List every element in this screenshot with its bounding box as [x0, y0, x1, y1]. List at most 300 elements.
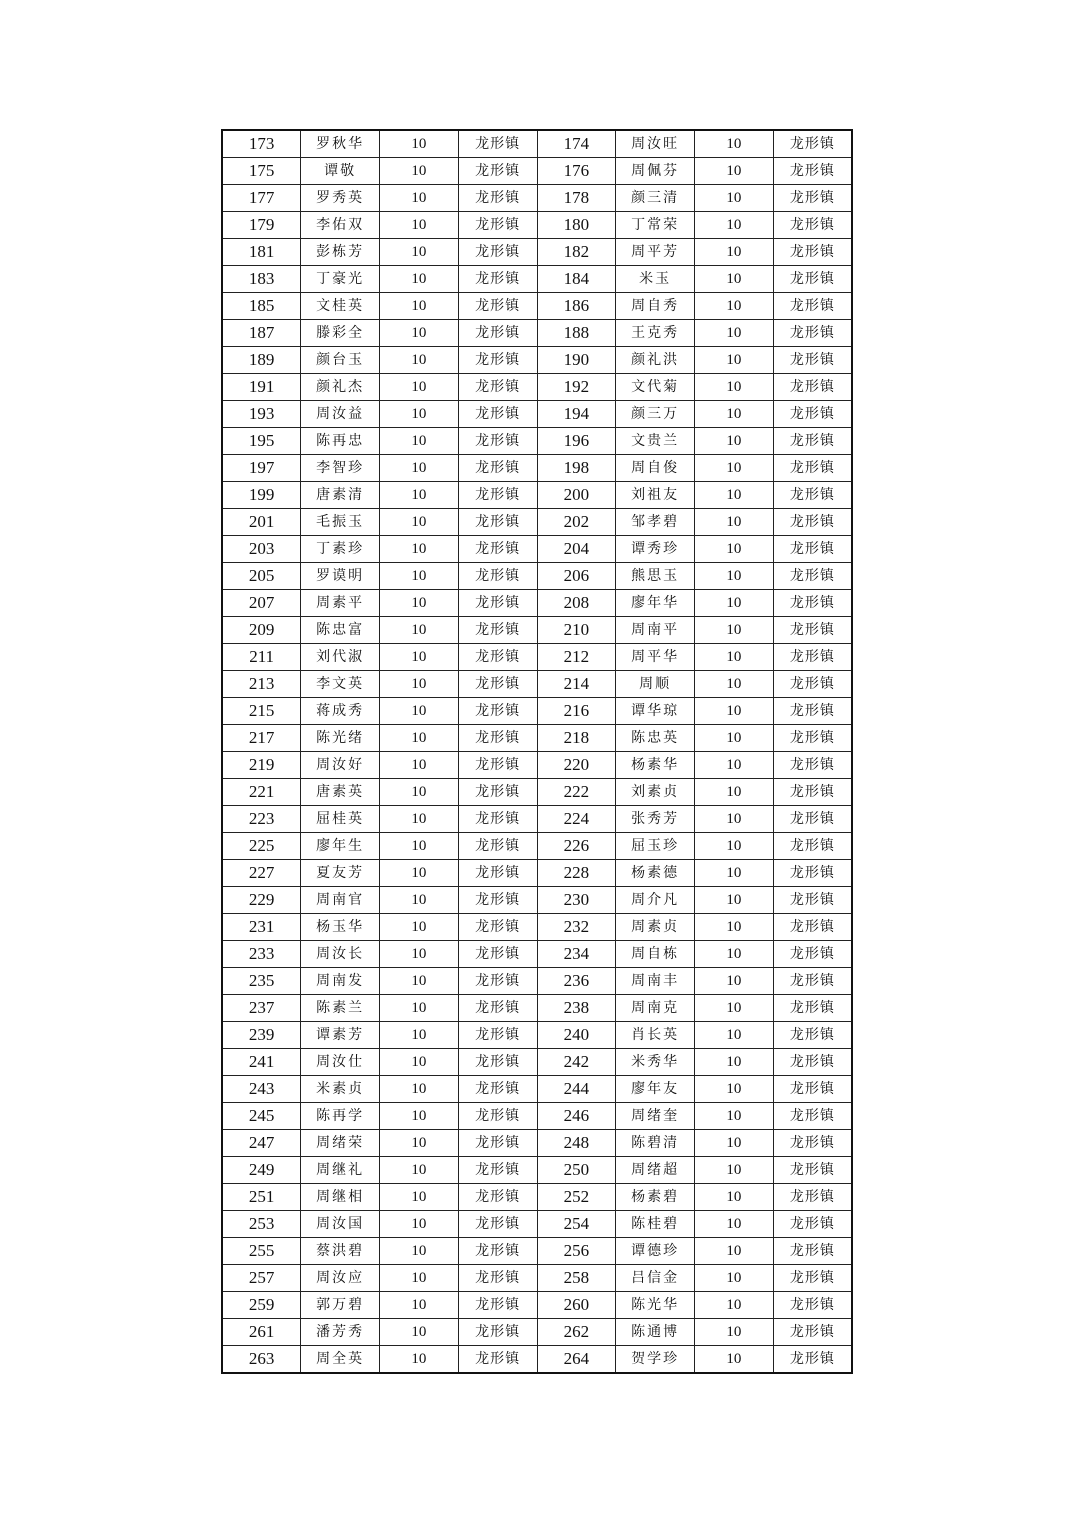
- record-number-cell: 190: [537, 347, 616, 374]
- table-row: [222, 1346, 852, 1374]
- amount-cell: 10: [380, 671, 459, 698]
- record-number-cell: 204: [537, 536, 616, 563]
- amount-cell: 10: [380, 482, 459, 509]
- table-row: [222, 158, 852, 185]
- town-cell: 龙形镇: [458, 941, 537, 968]
- record-number-cell: 202: [537, 509, 616, 536]
- person-name-cell: 谭素芳: [301, 1022, 380, 1049]
- amount-cell: 10: [380, 968, 459, 995]
- record-number-cell: 203: [222, 536, 301, 563]
- person-name-cell: 丁素珍: [301, 536, 380, 563]
- town-cell: 龙形镇: [458, 536, 537, 563]
- amount-cell: 10: [380, 1265, 459, 1292]
- amount-cell: 10: [695, 1211, 774, 1238]
- town-cell: 龙形镇: [773, 1049, 852, 1076]
- town-cell: 龙形镇: [773, 833, 852, 860]
- town-cell: 龙形镇: [773, 1157, 852, 1184]
- amount-cell: 10: [695, 347, 774, 374]
- person-name-cell: 蔡洪碧: [301, 1238, 380, 1265]
- person-name-cell: 周自秀: [616, 293, 695, 320]
- record-number-cell: 197: [222, 455, 301, 482]
- person-name-cell: 文桂英: [301, 293, 380, 320]
- amount-cell: 10: [695, 536, 774, 563]
- amount-cell: 10: [695, 914, 774, 941]
- amount-cell: 10: [380, 1319, 459, 1346]
- town-cell: 龙形镇: [458, 1130, 537, 1157]
- amount-cell: 10: [380, 374, 459, 401]
- person-name-cell: 周汝益: [301, 401, 380, 428]
- town-cell: 龙形镇: [458, 833, 537, 860]
- table-row: [222, 374, 852, 401]
- record-number-cell: 180: [537, 212, 616, 239]
- town-cell: 龙形镇: [458, 266, 537, 293]
- amount-cell: 10: [380, 509, 459, 536]
- town-cell: 龙形镇: [773, 968, 852, 995]
- record-number-cell: 251: [222, 1184, 301, 1211]
- amount-cell: 10: [380, 887, 459, 914]
- town-cell: 龙形镇: [458, 212, 537, 239]
- amount-cell: 10: [695, 509, 774, 536]
- town-cell: 龙形镇: [773, 1184, 852, 1211]
- record-number-cell: 200: [537, 482, 616, 509]
- amount-cell: 10: [695, 266, 774, 293]
- person-name-cell: 周南丰: [616, 968, 695, 995]
- person-name-cell: 周介凡: [616, 887, 695, 914]
- town-cell: 龙形镇: [773, 1346, 852, 1374]
- record-number-cell: 258: [537, 1265, 616, 1292]
- record-number-cell: 250: [537, 1157, 616, 1184]
- record-number-cell: 257: [222, 1265, 301, 1292]
- record-number-cell: 211: [222, 644, 301, 671]
- record-number-cell: 210: [537, 617, 616, 644]
- town-cell: 龙形镇: [773, 428, 852, 455]
- town-cell: 龙形镇: [773, 1076, 852, 1103]
- amount-cell: 10: [695, 860, 774, 887]
- town-cell: 龙形镇: [773, 887, 852, 914]
- record-number-cell: 248: [537, 1130, 616, 1157]
- person-name-cell: 唐素英: [301, 779, 380, 806]
- record-number-cell: 233: [222, 941, 301, 968]
- amount-cell: 10: [695, 590, 774, 617]
- town-cell: 龙形镇: [773, 401, 852, 428]
- amount-cell: 10: [380, 590, 459, 617]
- town-cell: 龙形镇: [773, 1130, 852, 1157]
- amount-cell: 10: [695, 293, 774, 320]
- town-cell: 龙形镇: [773, 320, 852, 347]
- town-cell: 龙形镇: [458, 185, 537, 212]
- person-name-cell: 周绪奎: [616, 1103, 695, 1130]
- person-name-cell: 周自俊: [616, 455, 695, 482]
- record-number-cell: 186: [537, 293, 616, 320]
- record-number-cell: 208: [537, 590, 616, 617]
- table-row: [222, 860, 852, 887]
- amount-cell: 10: [695, 1103, 774, 1130]
- person-name-cell: 唐素清: [301, 482, 380, 509]
- person-name-cell: 陈桂碧: [616, 1211, 695, 1238]
- record-number-cell: 182: [537, 239, 616, 266]
- person-name-cell: 周自栋: [616, 941, 695, 968]
- town-cell: 龙形镇: [458, 455, 537, 482]
- record-number-cell: 240: [537, 1022, 616, 1049]
- town-cell: 龙形镇: [458, 1211, 537, 1238]
- person-name-cell: 邹孝碧: [616, 509, 695, 536]
- town-cell: 龙形镇: [773, 995, 852, 1022]
- town-cell: 龙形镇: [458, 401, 537, 428]
- amount-cell: 10: [380, 617, 459, 644]
- record-number-cell: 262: [537, 1319, 616, 1346]
- record-number-cell: 209: [222, 617, 301, 644]
- amount-cell: 10: [380, 1103, 459, 1130]
- table-row: [222, 833, 852, 860]
- amount-cell: 10: [380, 320, 459, 347]
- table-row: [222, 1157, 852, 1184]
- amount-cell: 10: [380, 833, 459, 860]
- amount-cell: 10: [380, 347, 459, 374]
- person-name-cell: 米玉: [616, 266, 695, 293]
- record-number-cell: 189: [222, 347, 301, 374]
- amount-cell: 10: [380, 130, 459, 158]
- town-cell: 龙形镇: [458, 482, 537, 509]
- person-name-cell: 周汝仕: [301, 1049, 380, 1076]
- record-number-cell: 183: [222, 266, 301, 293]
- amount-cell: 10: [695, 239, 774, 266]
- amount-cell: 10: [695, 644, 774, 671]
- town-cell: 龙形镇: [458, 1265, 537, 1292]
- person-name-cell: 蒋成秀: [301, 698, 380, 725]
- person-name-cell: 谭敬: [301, 158, 380, 185]
- person-name-cell: 周南发: [301, 968, 380, 995]
- town-cell: 龙形镇: [773, 455, 852, 482]
- table-row: [222, 1238, 852, 1265]
- amount-cell: 10: [695, 779, 774, 806]
- person-name-cell: 贺学珍: [616, 1346, 695, 1374]
- person-name-cell: 杨素碧: [616, 1184, 695, 1211]
- town-cell: 龙形镇: [773, 779, 852, 806]
- town-cell: 龙形镇: [773, 644, 852, 671]
- amount-cell: 10: [695, 1292, 774, 1319]
- town-cell: 龙形镇: [773, 1319, 852, 1346]
- town-cell: 龙形镇: [773, 752, 852, 779]
- amount-cell: 10: [380, 1076, 459, 1103]
- table-row: [222, 1076, 852, 1103]
- record-number-cell: 174: [537, 130, 616, 158]
- town-cell: 龙形镇: [773, 158, 852, 185]
- table-row: [222, 1292, 852, 1319]
- person-name-cell: 夏友芳: [301, 860, 380, 887]
- amount-cell: 10: [380, 779, 459, 806]
- amount-cell: 10: [380, 725, 459, 752]
- table-row: [222, 1265, 852, 1292]
- town-cell: 龙形镇: [773, 860, 852, 887]
- person-name-cell: 颜礼杰: [301, 374, 380, 401]
- person-name-cell: 周绪荣: [301, 1130, 380, 1157]
- person-name-cell: 郭万碧: [301, 1292, 380, 1319]
- amount-cell: 10: [695, 401, 774, 428]
- amount-cell: 10: [695, 130, 774, 158]
- amount-cell: 10: [380, 941, 459, 968]
- record-number-cell: 218: [537, 725, 616, 752]
- amount-cell: 10: [695, 1157, 774, 1184]
- table-row: [222, 914, 852, 941]
- person-name-cell: 颜三清: [616, 185, 695, 212]
- table-row: [222, 130, 852, 158]
- table-row: [222, 320, 852, 347]
- record-number-cell: 243: [222, 1076, 301, 1103]
- person-name-cell: 陈再忠: [301, 428, 380, 455]
- town-cell: 龙形镇: [773, 1103, 852, 1130]
- person-name-cell: 周全英: [301, 1346, 380, 1374]
- town-cell: 龙形镇: [773, 130, 852, 158]
- record-number-cell: 237: [222, 995, 301, 1022]
- town-cell: 龙形镇: [773, 563, 852, 590]
- record-number-cell: 201: [222, 509, 301, 536]
- town-cell: 龙形镇: [458, 347, 537, 374]
- person-name-cell: 陈通博: [616, 1319, 695, 1346]
- person-name-cell: 廖年华: [616, 590, 695, 617]
- town-cell: 龙形镇: [773, 725, 852, 752]
- record-number-cell: 227: [222, 860, 301, 887]
- record-number-cell: 199: [222, 482, 301, 509]
- person-name-cell: 陈碧清: [616, 1130, 695, 1157]
- record-number-cell: 187: [222, 320, 301, 347]
- amount-cell: 10: [695, 617, 774, 644]
- person-name-cell: 熊思玉: [616, 563, 695, 590]
- town-cell: 龙形镇: [773, 185, 852, 212]
- table-row: [222, 266, 852, 293]
- town-cell: 龙形镇: [458, 563, 537, 590]
- record-number-cell: 176: [537, 158, 616, 185]
- amount-cell: 10: [380, 212, 459, 239]
- town-cell: 龙形镇: [458, 968, 537, 995]
- amount-cell: 10: [695, 752, 774, 779]
- table-row: [222, 239, 852, 266]
- record-number-cell: 249: [222, 1157, 301, 1184]
- record-number-cell: 195: [222, 428, 301, 455]
- town-cell: 龙形镇: [458, 1292, 537, 1319]
- town-cell: 龙形镇: [773, 1265, 852, 1292]
- amount-cell: 10: [380, 995, 459, 1022]
- amount-cell: 10: [695, 212, 774, 239]
- person-name-cell: 周南克: [616, 995, 695, 1022]
- town-cell: 龙形镇: [458, 806, 537, 833]
- person-name-cell: 周平芳: [616, 239, 695, 266]
- record-number-cell: 260: [537, 1292, 616, 1319]
- table-row: [222, 212, 852, 239]
- table-row: [222, 779, 852, 806]
- town-cell: 龙形镇: [773, 806, 852, 833]
- town-cell: 龙形镇: [458, 698, 537, 725]
- town-cell: 龙形镇: [458, 887, 537, 914]
- record-number-cell: 244: [537, 1076, 616, 1103]
- person-name-cell: 谭华琼: [616, 698, 695, 725]
- record-number-cell: 223: [222, 806, 301, 833]
- amount-cell: 10: [695, 941, 774, 968]
- town-cell: 龙形镇: [458, 509, 537, 536]
- person-name-cell: 彭栋芳: [301, 239, 380, 266]
- amount-cell: 10: [695, 482, 774, 509]
- table-row: [222, 1319, 852, 1346]
- person-name-cell: 刘祖友: [616, 482, 695, 509]
- record-number-cell: 179: [222, 212, 301, 239]
- amount-cell: 10: [380, 1184, 459, 1211]
- town-cell: 龙形镇: [458, 374, 537, 401]
- town-cell: 龙形镇: [458, 428, 537, 455]
- person-name-cell: 屈桂英: [301, 806, 380, 833]
- table-row: [222, 806, 852, 833]
- town-cell: 龙形镇: [773, 1022, 852, 1049]
- town-cell: 龙形镇: [773, 482, 852, 509]
- amount-cell: 10: [380, 185, 459, 212]
- record-number-cell: 215: [222, 698, 301, 725]
- amount-cell: 10: [380, 1346, 459, 1374]
- town-cell: 龙形镇: [773, 671, 852, 698]
- person-name-cell: 米素贞: [301, 1076, 380, 1103]
- person-name-cell: 潘芳秀: [301, 1319, 380, 1346]
- amount-cell: 10: [380, 752, 459, 779]
- person-name-cell: 罗谟明: [301, 563, 380, 590]
- amount-cell: 10: [695, 1238, 774, 1265]
- amount-cell: 10: [695, 833, 774, 860]
- person-name-cell: 陈忠英: [616, 725, 695, 752]
- town-cell: 龙形镇: [773, 1238, 852, 1265]
- person-name-cell: 李文英: [301, 671, 380, 698]
- amount-cell: 10: [380, 806, 459, 833]
- record-number-cell: 255: [222, 1238, 301, 1265]
- table-row: [222, 941, 852, 968]
- record-number-cell: 231: [222, 914, 301, 941]
- person-name-cell: 周素平: [301, 590, 380, 617]
- town-cell: 龙形镇: [773, 293, 852, 320]
- person-name-cell: 谭秀珍: [616, 536, 695, 563]
- amount-cell: 10: [380, 428, 459, 455]
- record-number-cell: 193: [222, 401, 301, 428]
- person-name-cell: 毛振玉: [301, 509, 380, 536]
- table-row: [222, 1130, 852, 1157]
- amount-cell: 10: [695, 698, 774, 725]
- amount-cell: 10: [695, 455, 774, 482]
- table-row: [222, 968, 852, 995]
- table-row: [222, 401, 852, 428]
- person-name-cell: 颜台玉: [301, 347, 380, 374]
- town-cell: 龙形镇: [458, 1238, 537, 1265]
- person-name-cell: 周汝应: [301, 1265, 380, 1292]
- table-row: [222, 995, 852, 1022]
- person-name-cell: 周南官: [301, 887, 380, 914]
- record-number-cell: 217: [222, 725, 301, 752]
- person-name-cell: 屈玉珍: [616, 833, 695, 860]
- record-number-cell: 205: [222, 563, 301, 590]
- amount-cell: 10: [695, 995, 774, 1022]
- amount-cell: 10: [695, 1022, 774, 1049]
- amount-cell: 10: [380, 1238, 459, 1265]
- amount-cell: 10: [380, 293, 459, 320]
- town-cell: 龙形镇: [458, 1319, 537, 1346]
- town-cell: 龙形镇: [458, 590, 537, 617]
- person-name-cell: 杨素华: [616, 752, 695, 779]
- record-number-cell: 220: [537, 752, 616, 779]
- table-row: [222, 185, 852, 212]
- person-name-cell: 杨玉华: [301, 914, 380, 941]
- person-name-cell: 周汝长: [301, 941, 380, 968]
- person-name-cell: 周继礼: [301, 1157, 380, 1184]
- record-number-cell: 264: [537, 1346, 616, 1374]
- table-row: [222, 1211, 852, 1238]
- amount-cell: 10: [695, 1319, 774, 1346]
- amount-cell: 10: [380, 536, 459, 563]
- person-name-cell: 周汝国: [301, 1211, 380, 1238]
- town-cell: 龙形镇: [458, 995, 537, 1022]
- record-number-cell: 222: [537, 779, 616, 806]
- record-number-cell: 242: [537, 1049, 616, 1076]
- amount-cell: 10: [380, 401, 459, 428]
- record-number-cell: 252: [537, 1184, 616, 1211]
- town-cell: 龙形镇: [458, 725, 537, 752]
- person-name-cell: 陈忠富: [301, 617, 380, 644]
- town-cell: 龙形镇: [773, 1292, 852, 1319]
- town-cell: 龙形镇: [458, 1103, 537, 1130]
- person-name-cell: 罗秋华: [301, 130, 380, 158]
- record-number-cell: 254: [537, 1211, 616, 1238]
- town-cell: 龙形镇: [458, 617, 537, 644]
- amount-cell: 10: [695, 158, 774, 185]
- town-cell: 龙形镇: [773, 536, 852, 563]
- table-row: [222, 590, 852, 617]
- table-row: [222, 509, 852, 536]
- amount-cell: 10: [380, 1292, 459, 1319]
- person-name-cell: 周平华: [616, 644, 695, 671]
- table-row: [222, 1103, 852, 1130]
- person-name-cell: 刘代淑: [301, 644, 380, 671]
- record-number-cell: 221: [222, 779, 301, 806]
- amount-cell: 10: [380, 644, 459, 671]
- person-name-cell: 廖年生: [301, 833, 380, 860]
- person-name-cell: 周佩芬: [616, 158, 695, 185]
- amount-cell: 10: [380, 1022, 459, 1049]
- record-number-cell: 191: [222, 374, 301, 401]
- record-number-cell: 185: [222, 293, 301, 320]
- person-name-cell: 陈再学: [301, 1103, 380, 1130]
- town-cell: 龙形镇: [773, 941, 852, 968]
- record-number-cell: 239: [222, 1022, 301, 1049]
- amount-cell: 10: [695, 1346, 774, 1374]
- person-name-cell: 米秀华: [616, 1049, 695, 1076]
- record-number-cell: 213: [222, 671, 301, 698]
- record-number-cell: 177: [222, 185, 301, 212]
- amount-cell: 10: [380, 455, 459, 482]
- person-name-cell: 张秀芳: [616, 806, 695, 833]
- person-name-cell: 吕信金: [616, 1265, 695, 1292]
- town-cell: 龙形镇: [458, 752, 537, 779]
- town-cell: 龙形镇: [773, 374, 852, 401]
- table-row: [222, 1049, 852, 1076]
- person-name-cell: 文代菊: [616, 374, 695, 401]
- amount-cell: 10: [695, 887, 774, 914]
- record-number-cell: 263: [222, 1346, 301, 1374]
- record-number-cell: 256: [537, 1238, 616, 1265]
- table-row: [222, 347, 852, 374]
- record-number-cell: 173: [222, 130, 301, 158]
- table-row: [222, 293, 852, 320]
- person-name-cell: 罗秀英: [301, 185, 380, 212]
- amount-cell: 10: [695, 725, 774, 752]
- person-name-cell: 杨素德: [616, 860, 695, 887]
- record-number-cell: 178: [537, 185, 616, 212]
- town-cell: 龙形镇: [458, 158, 537, 185]
- town-cell: 龙形镇: [773, 212, 852, 239]
- person-name-cell: 周素贞: [616, 914, 695, 941]
- amount-cell: 10: [695, 671, 774, 698]
- town-cell: 龙形镇: [458, 644, 537, 671]
